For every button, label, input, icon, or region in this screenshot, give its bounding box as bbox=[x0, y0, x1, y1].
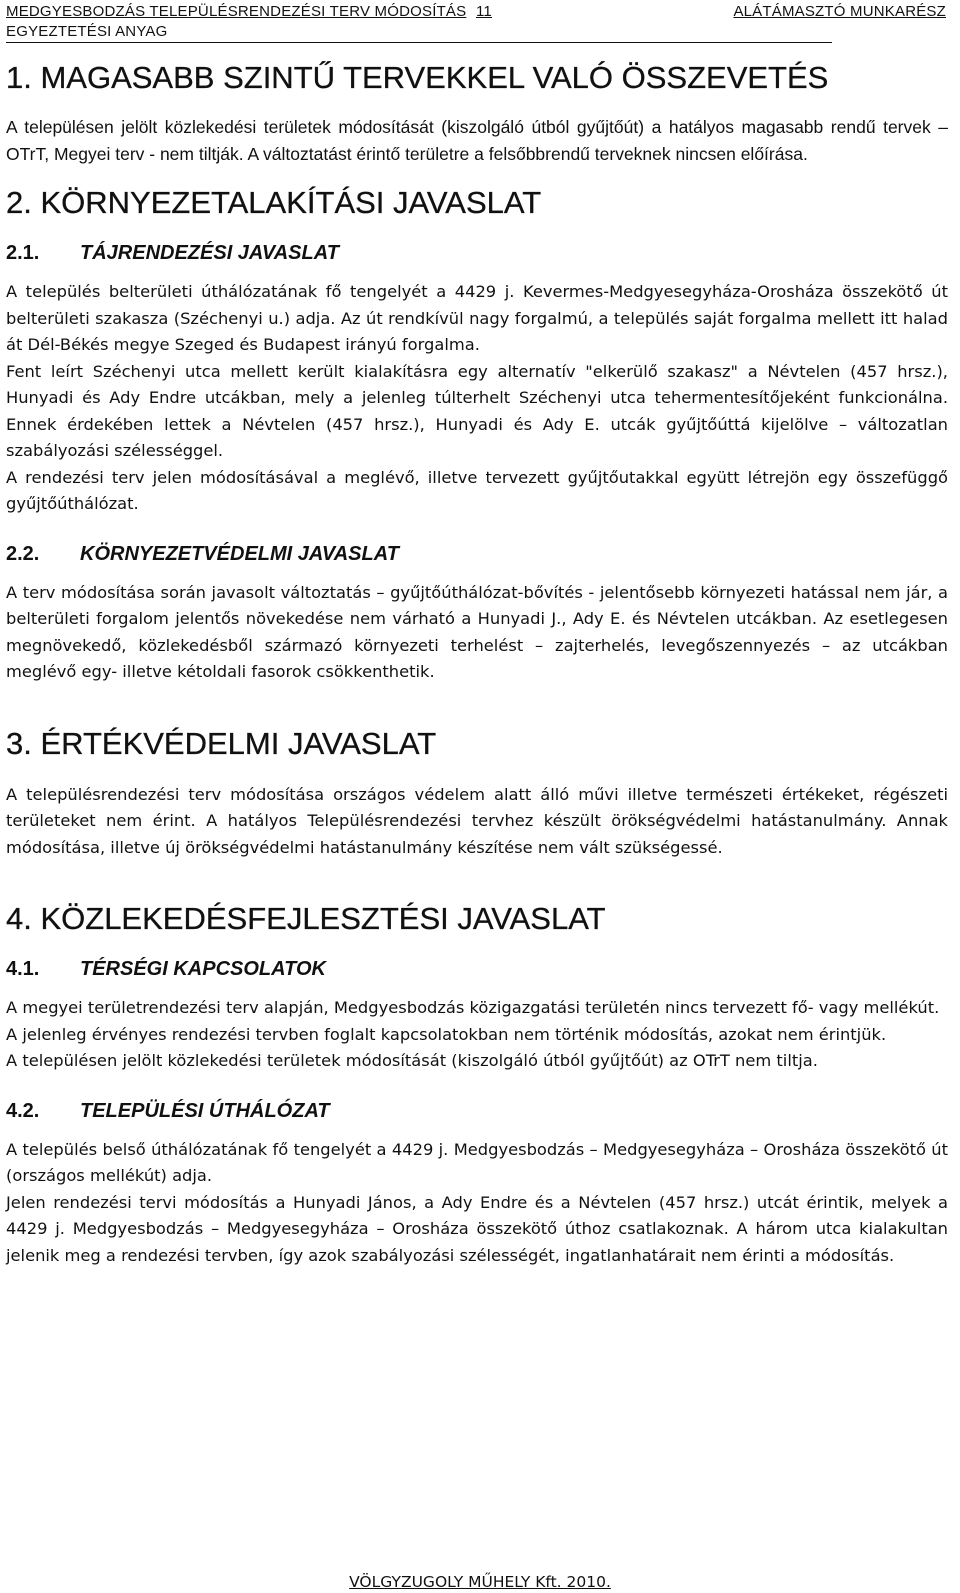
heading-section-4-1 bbox=[6, 955, 948, 983]
paragraph-s41-3: A településen jelölt közlekedési területek módosítását (kiszolgáló útból gyűjtőút) az OTrT nem tiltja. bbox=[6, 1051, 818, 1070]
paragraph-s21-1: A település belterületi úthálózatának fő tengelyét a 4429 j. Kevermes-Medgyesegyháza-Orosháza összekötő út belterületi szakasza (Széchenyi u.) adja. Az út rendkívül nagy forgalmú, a település saját forgalma mellett itt halad át Dél-Békés megye Szeged és Budapest irányú forgalma. bbox=[6, 282, 948, 354]
heading-number: 4.1. bbox=[6, 958, 40, 980]
heading-section-1: 1. MAGASABB SZINTŰ TERVEKKEL VALÓ ÖSSZEVETÉS bbox=[6, 60, 829, 95]
heading-text: KÖRNYEZETVÉDELMI JAVASLAT bbox=[80, 542, 399, 565]
paragraph-s21-2: Fent leírt Széchenyi utca mellett került kialakításra egy alternatív "elkerülő szakasz" a Névtelen (457 hrsz.), Hunyadi és Ady Endre utcákban, mely a jelenleg túlterhelt Széchenyi utca tehermentesítőjeként funkcionálna. Ennek érdekében lettek a Névtelen (457 hrsz.), Hunyadi és Ady E. utcák gyűjtőúttá kijelölve – változatlan szabályozási szélességgel. bbox=[6, 361, 948, 460]
paragraph-s42-1: A település belső úthálózatának fő tengelyét a 4429 j. Medgyesbodzás – Medgyesegyháza – Orosháza összekötő út (országos mellékút) adja. bbox=[6, 1139, 948, 1185]
heading-number: 4.2. bbox=[6, 1099, 40, 1122]
heading-section-3: 3. ÉRTÉKVÉDELMI JAVASLAT bbox=[6, 725, 437, 761]
heading-text: TÉRSÉGI KAPCSOLATOK bbox=[80, 958, 326, 980]
header-page-number: 11 bbox=[476, 3, 492, 20]
header-document-title: MEDGYESBODZÁS TELEPÜLÉSRENDEZÉSI TERV MÓDOSÍTÁS bbox=[6, 3, 467, 20]
header-section-label: ALÁTÁMASZTÓ MUNKARÉSZ bbox=[733, 3, 946, 20]
heading-section-4-2 bbox=[6, 1097, 948, 1125]
heading-section-4: 4. KÖZLEKEDÉSFEJLESZTÉSI JAVASLAT bbox=[6, 901, 606, 936]
heading-text: TÁJRENDEZÉSI JAVASLAT bbox=[80, 242, 339, 264]
header-subtitle: EGYEZTETÉSI ANYAG bbox=[6, 22, 832, 43]
page-header bbox=[6, 2, 946, 43]
heading-section-2-2 bbox=[6, 540, 948, 568]
paragraph-s21-3: A rendezési terv jelen módosításával a meglévő, illetve tervezett gyűjtőutakkal együtt létrejön egy összefüggő gyűjtőúthálózat. bbox=[6, 467, 948, 513]
heading-number: 2.2. bbox=[6, 542, 40, 565]
footer-company: VÖLGYZUGOLY MŰHELY Kft. 2010. bbox=[349, 1573, 611, 1591]
heading-number: 2.1. bbox=[6, 242, 40, 264]
paragraph-s42-2: Jelen rendezési tervi módosítás a Hunyadi János, a Ady Endre és a Névtelen (457 hrsz.) utcát érintik, melyek a 4429 j. Medgyesbodzás – Medgyesegyháza – Orosháza összekötő úthoz csatlakoznak. A három utca kialakultan jelenik meg a rendezési tervben, így azok szabályozási szélességét, ingatlanhatárait nem érinti a módosítás. bbox=[6, 1192, 948, 1265]
heading-section-2-1 bbox=[6, 239, 948, 267]
heading-section-2: 2. KÖRNYEZETALAKÍTÁSI JAVASLAT bbox=[6, 185, 542, 220]
paragraph-s41-1: A megyei területrendezési terv alapján, Medgyesbodzás közigazgatási területén nincs tervezett fő- vagy mellékút. bbox=[6, 998, 940, 1017]
paragraph-s22-1: A terv módosítása során javasolt változtatás – gyűjtőúthálózat-bővítés - jelentősebb környezeti hatással nem jár, a belterületi forgalom jelentős növekedése nem várható a Hunyadi J., Ady E. és Névtelen utcákban. Az esetlegesen megnövekedő, közlekedésből származó környezeti terhelést – zajterhelés, levegőszennyezés – az utcákban meglévő egy- illetve kétoldali fasorok csökkenthetik. bbox=[6, 582, 948, 681]
page-footer bbox=[0, 1572, 960, 1592]
heading-text: TELEPÜLÉSI ÚTHÁLÓZAT bbox=[80, 1099, 330, 1122]
paragraph-s1-1: A településen jelölt közlekedési területek módosítását (kiszolgáló útból gyűjtőút) a hatályos magasabb rendű tervek – OTrT, Megyei terv - nem tiltják. A változtatást érintő területre a felsőbbrendű terveknek nincsen előírása. bbox=[6, 117, 948, 164]
page-body bbox=[6, 52, 948, 1269]
paragraph-s3-1: A településrendezési terv módosítása országos védelem alatt álló művi illetve természeti értékeket, régészeti területeket nem érint. A hatályos Településrendezési tervhez készült örökségvédelmi hatástanulmány. Annak módosítása, illetve új örökségvédelmi hatástanulmány készítése nem vált szükségessé. bbox=[6, 784, 948, 857]
paragraph-s41-2: A jelenleg érvényes rendezési tervben foglalt kapcsolatokban nem történik módosítás, azokat nem érintjük. bbox=[6, 1024, 887, 1044]
